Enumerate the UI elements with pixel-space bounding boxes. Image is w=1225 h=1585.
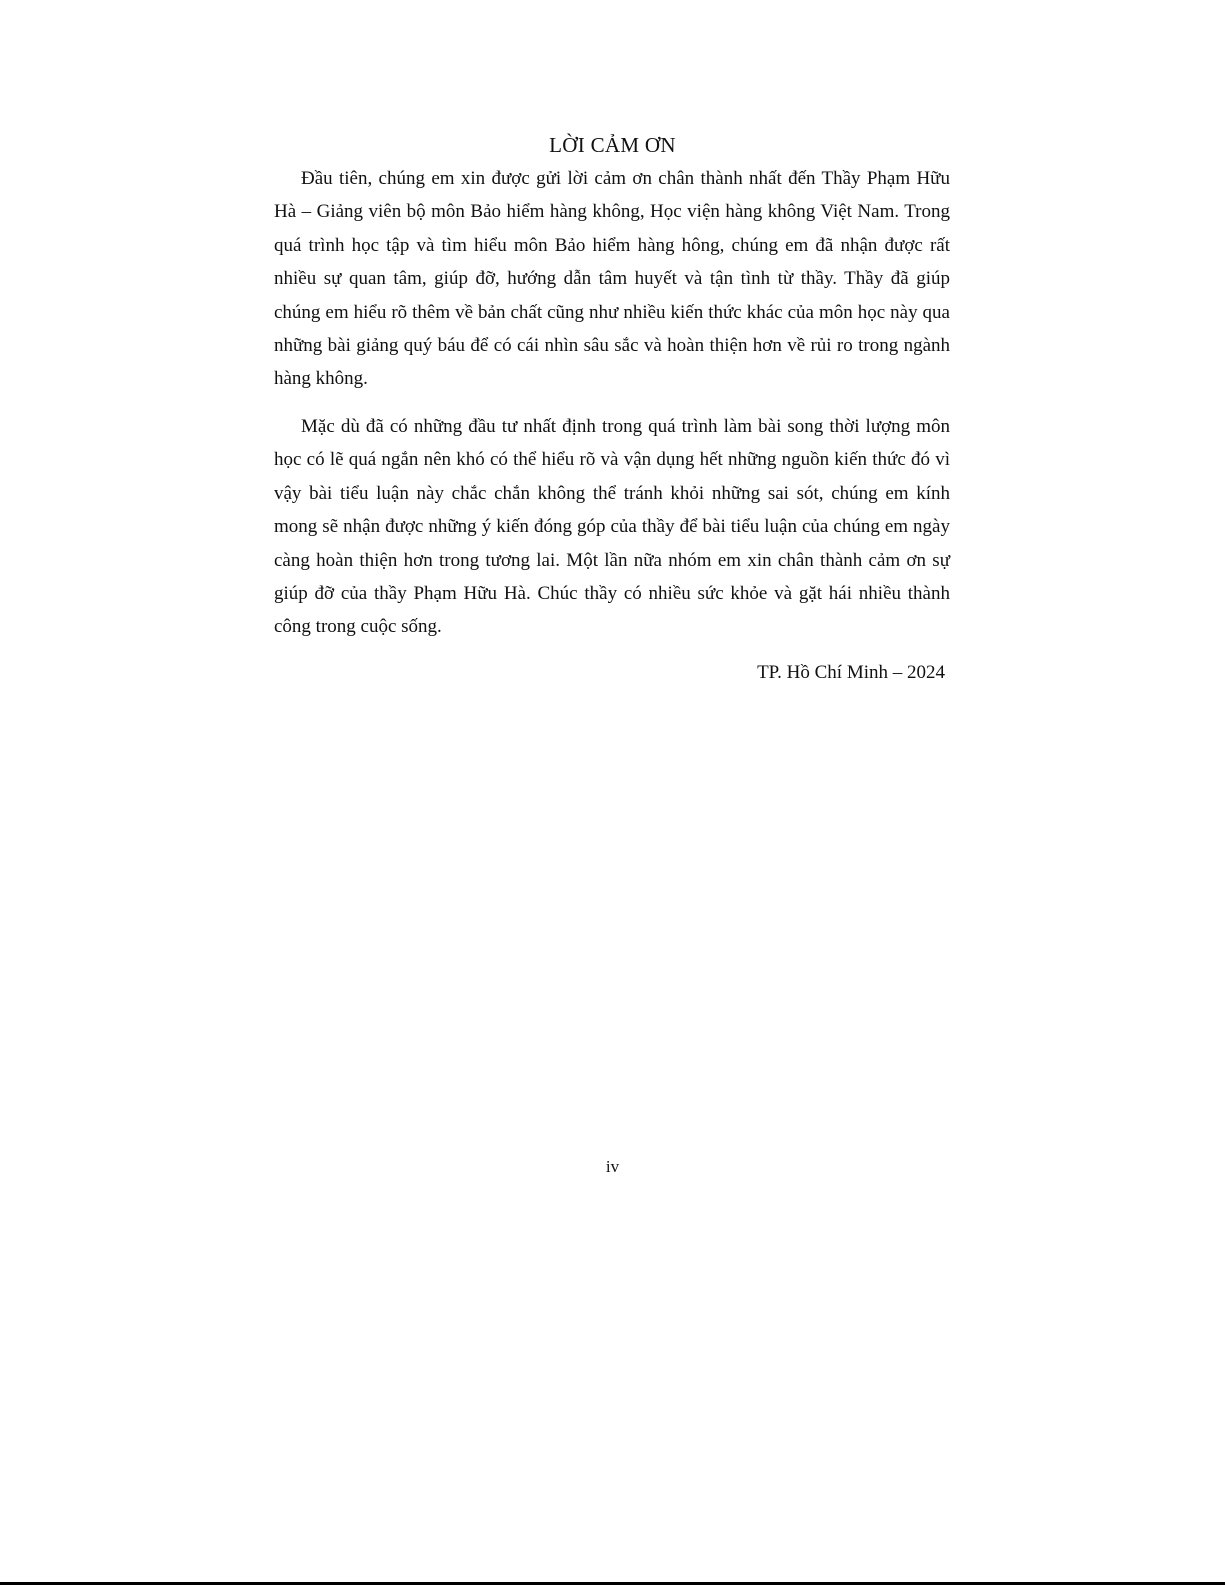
- paragraph-1: Đầu tiên, chúng em xin được gửi lời cảm ơn chân thành nhất đến Thầy Phạm Hữu Hà – Giảng viên bộ môn Bảo hiểm hàng không, Học viện hàng không Việt Nam. Trong quá trình học tập và tìm hiểu môn Bảo hiểm hàng hông, chúng em đã nhận được rất nhiều sự quan tâm, giúp đỡ, hướng dẫn tâm huyết và tận tình từ thầy. Thầy đã giúp chúng em hiểu rõ thêm về bản chất cũng như nhiều kiến thức khác của môn học này qua những bài giảng quý báu để có cái nhìn sâu sắc và hoàn thiện hơn về rủi ro trong ngành hàng không.: [274, 168, 950, 390]
- paragraph-2: Mặc dù đã có những đầu tư nhất định trong quá trình làm bài song thời lượng môn học có lẽ quá ngắn nên khó có thể hiểu rõ và vận dụng hết những nguồn kiến thức đó vì vậy bài tiểu luận này chắc chắn không thể tránh khỏi những sai sót, chúng em kính mong sẽ nhận được những ý kiến đóng góp của thầy để bài tiểu luận của chúng em ngày càng hoàn thiện hơn trong tương lai. Một lần nữa nhóm em xin chân thành cảm ơn sự giúp đỡ của thầy Phạm Hữu Hà. Chúc thầy có nhiều sức khỏe và gặt hái nhiều thành công trong cuộc sống.: [274, 416, 950, 638]
- place-date-signoff: TP. Hồ Chí Minh – 2024: [757, 662, 945, 683]
- page-title: LỜI CẢM ƠN: [549, 133, 676, 157]
- page-number: iv: [605, 1157, 620, 1176]
